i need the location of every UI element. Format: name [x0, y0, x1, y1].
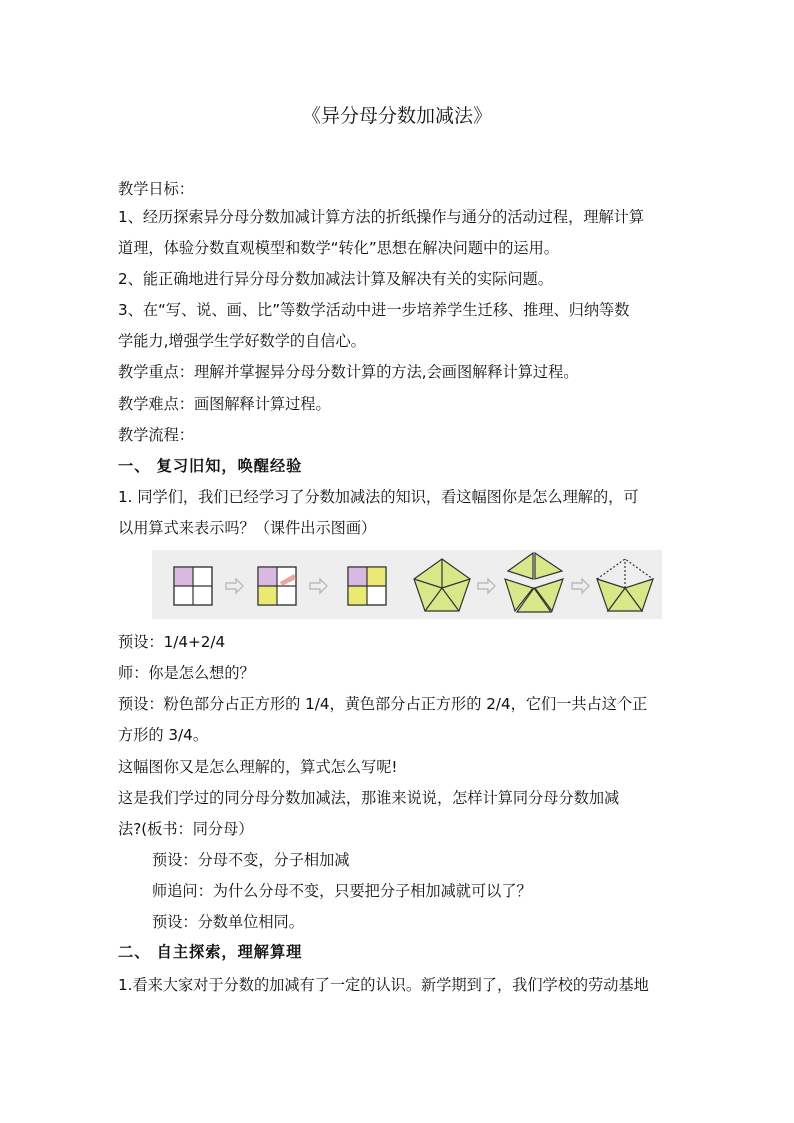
text-line: 教学流程：	[118, 426, 194, 444]
text-line: 3、在“写、说、画、比”等数学活动中进一步培养学生迁移、推理、归纳等数	[118, 301, 630, 319]
text-line: 师：你是怎么想的？	[118, 664, 255, 682]
text-line: 师追问：为什么分母不变，只要把分子相加减就可以了？	[152, 882, 532, 900]
text-line: 2、能正确地进行异分母分数加减法计算及解决有关的实际问题。	[118, 270, 553, 288]
text-line: 一、 复习旧知，唤醒经验	[118, 457, 303, 475]
text-line: 预设：1/4+2/4	[118, 633, 226, 651]
arrow-icon	[478, 579, 495, 593]
square-three-quarters	[348, 567, 386, 605]
pentagon-partial	[597, 559, 653, 611]
text-line: 学能力,增强学生学好数学的自信心。	[118, 332, 366, 350]
arrow-icon	[310, 579, 327, 593]
text-line: 法?(板书：同分母）	[118, 820, 254, 838]
text-line: 教学难点：画图解释计算过程。	[118, 395, 331, 413]
text-line: 1.看来大家对于分数的加减有了一定的认识。新学期到了，我们学校的劳动基地	[118, 976, 649, 994]
pentagon-split	[505, 553, 563, 612]
text-line: 预设：粉色部分占正方形的 1/4，黄色部分占正方形的 2/4，它们一共占这个正	[118, 695, 648, 713]
pentagon-full	[414, 559, 470, 611]
square-one-quarter-pink	[174, 567, 212, 605]
text-line: 1. 同学们，我们已经学习了分数加减法的知识，看这幅图你是怎么理解的，可	[118, 488, 639, 506]
text-line: 1、经历探索异分母分数加减计算方法的折纸操作与通分的活动过程，理解计算	[118, 208, 645, 226]
text-line: 这幅图你又是怎么理解的，算式怎么写呢!	[118, 758, 398, 776]
arrow-icon	[226, 579, 243, 593]
arrow-icon	[572, 579, 589, 593]
text-line: 这是我们学过的同分母分数加减法，那谁来说说，怎样计算同分母分数加减	[118, 789, 620, 807]
fraction-figure	[152, 550, 662, 619]
text-line: 预设：分数单位相同。	[152, 913, 304, 931]
page-title: 《异分母分数加减法》	[301, 105, 492, 127]
text-line: 教学日标：	[118, 180, 194, 198]
fraction-illustration	[152, 550, 662, 619]
text-line: 以用算式来表示吗？（课件出示图画）	[118, 519, 377, 537]
square-moving-pieces	[258, 567, 296, 605]
text-line: 教学重点：理解并掌握异分母分数计算的方法,会画图解释计算过程。	[118, 363, 579, 381]
text-line: 预设：分母不变，分子相加减	[152, 851, 350, 869]
text-line: 道理，体验分数直观模型和数学“转化”思想在解决问题中的运用。	[118, 239, 559, 257]
text-line: 二、 自主探索，理解算理	[118, 943, 303, 961]
text-line: 方形的 3/4。	[118, 726, 209, 744]
